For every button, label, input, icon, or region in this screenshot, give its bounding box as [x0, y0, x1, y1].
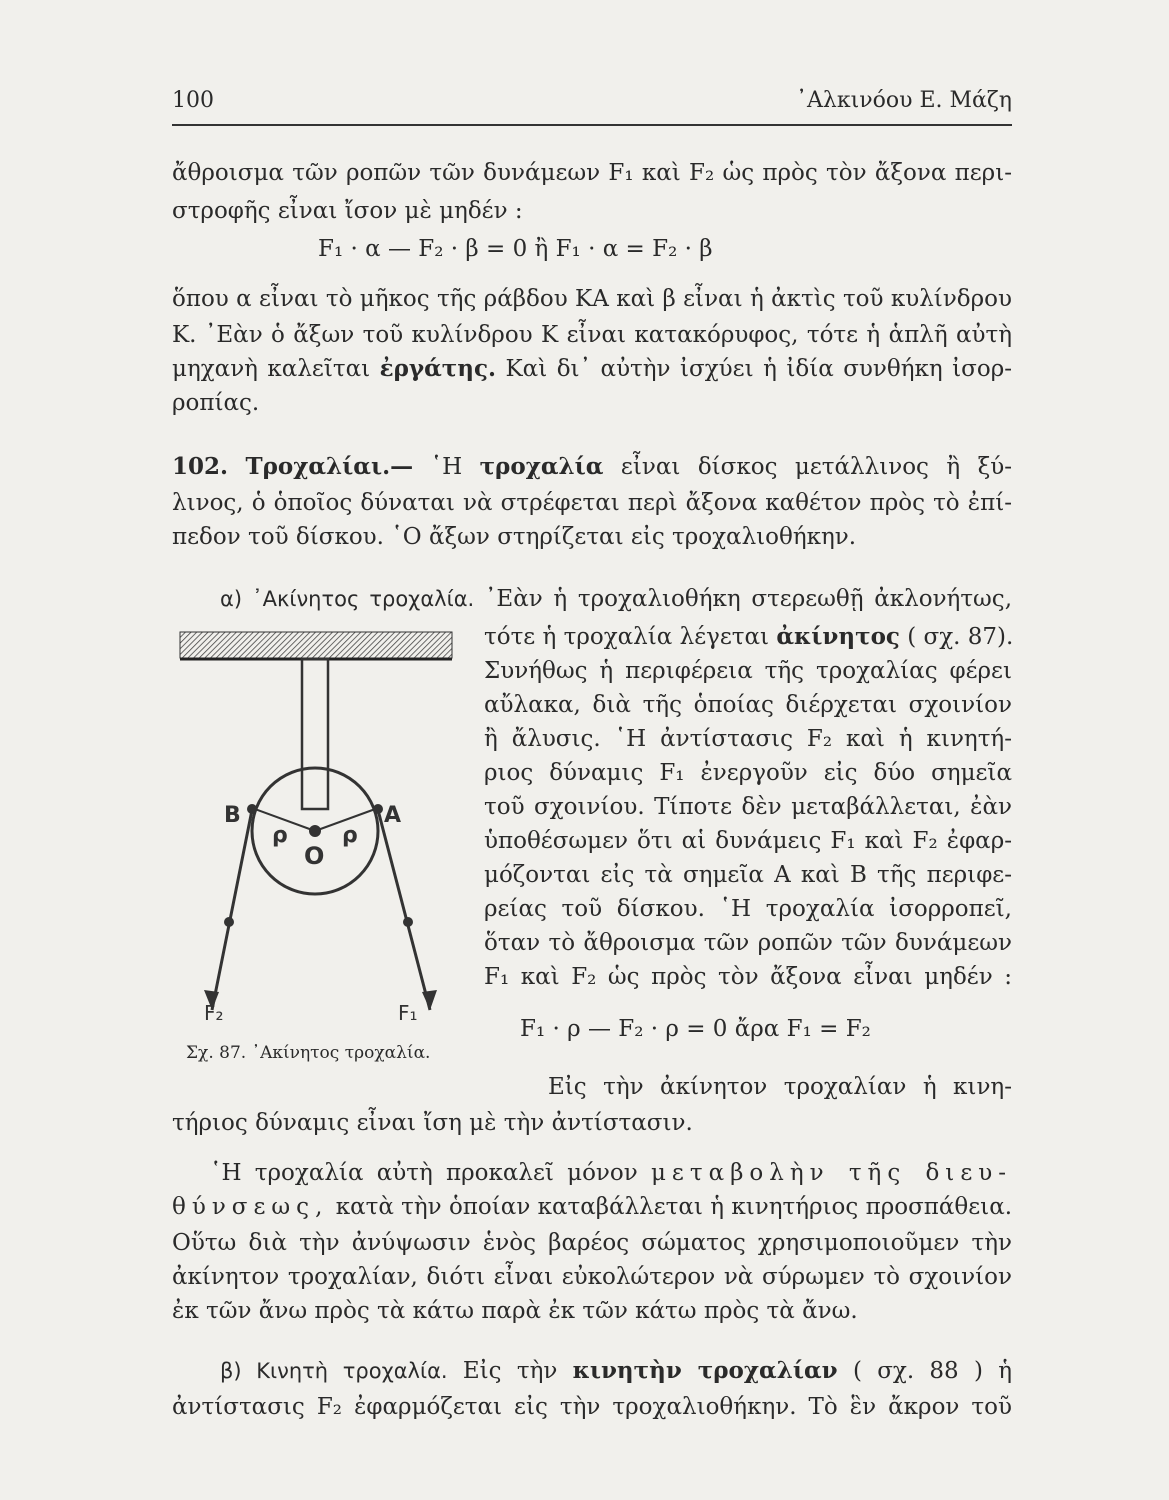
page-number: 100: [172, 88, 214, 113]
label-rho-right: ρ: [342, 823, 358, 848]
point-a: [373, 804, 383, 814]
text-line: Συνήθως ἡ περιφέρεια τῆς τροχαλίας φέρει: [484, 658, 1012, 684]
text-line: [172, 1192, 1012, 1222]
equation-pulley: F₁ · ρ — F₂ · ρ = 0 ἄρα F₁ = F₂: [520, 1016, 871, 1042]
text-run: κατὰ τὴν ὁποίαν καταβάλλεται ἡ κινητήριος προσπάθεια.: [335, 1194, 1013, 1220]
text-run: μηχανὴ καλεῖται: [172, 356, 371, 382]
subsection-b-label: β) Κινητὴ τροχαλία.: [220, 1359, 448, 1383]
page-header: [172, 88, 1012, 118]
text-run: ( σχ. 87).: [907, 624, 1014, 650]
section-number: 102.: [172, 453, 229, 480]
subsection-a-first-line: [220, 584, 1012, 614]
rope-left: [212, 810, 252, 1010]
text-line: τοῦ σχοινίου. Τίποτε δὲν μεταβάλλεται, ἐὰν: [484, 794, 1012, 820]
text-line: ἀκίνητον τροχαλίαν, διότι εἶναι εὐκολώτερον νὰ σύρωμεν τὸ σχοινίον: [172, 1264, 1012, 1290]
arrow-f1: [422, 990, 437, 1010]
text-run: ᾿Εὰν ἡ τροχαλιοθήκη στερεωθῇ ἀκλονήτως,: [484, 586, 1013, 612]
text-line: Οὕτω διὰ τὴν ἀνύψωσιν ἑνὸς βαρέος σώματος χρησιμοποιοῦμεν τὴν: [172, 1230, 1012, 1256]
figure-caption: Σχ. 87. ᾿Ακίνητος τροχαλία.: [186, 1043, 431, 1063]
rope-right: [378, 810, 430, 1010]
figure-fixed-pulley: [172, 628, 472, 1036]
text-line: [484, 622, 1012, 652]
pulley-block-rod: [302, 659, 328, 809]
text-line: [210, 1158, 1012, 1188]
text-run: Εἰς τὴν: [462, 1358, 558, 1384]
text-run: ῾Η τροχαλία αὐτὴ προκαλεῖ μόνον: [210, 1160, 638, 1186]
text-line: αὔλακα, διὰ τῆς ὁποίας διέρχεται σχοινίον: [484, 692, 1012, 718]
label-f2: F₂: [204, 1001, 224, 1025]
text-line: ἐκ τῶν ἄνω πρὸς τὰ κάτω παρὰ ἐκ τῶν κάτω πρὸς τὰ ἄνω.: [172, 1298, 858, 1324]
spaced-emphasis: μεταβολὴν τῆς διευ-: [650, 1160, 1012, 1186]
text-line: λινος, ὁ ὁποῖος δύναται νὰ στρέφεται περὶ ἄξονα καθέτον πρὸς τὸ ἐπί-: [172, 490, 1012, 516]
term-kiniti: κινητὴν τροχαλίαν: [572, 1357, 838, 1384]
term-trochalia: τροχαλία: [479, 453, 604, 480]
label-o: O: [304, 842, 325, 870]
label-a: A: [384, 803, 402, 828]
text-line: F₁ καὶ F₂ ὡς πρὸς τὸν ἄξονα εἶναι μηδέν :: [484, 964, 1012, 990]
text-line: ἢ ἄλυσις. ῾Η ἀντίστασις F₂ καὶ ἡ κινητή-: [484, 726, 1012, 752]
text-line: ἀντίστασις F₂ ἐφαρμόζεται εἰς τὴν τροχαλιοθήκην. Τὸ ἓν ἄκρον τοῦ: [172, 1394, 1012, 1420]
spaced-emphasis: θύνσεως,: [172, 1194, 329, 1220]
text-run: τότε ἡ τροχαλία λέγεται: [484, 624, 770, 650]
header-rule: [172, 124, 1012, 126]
label-f1: F₁: [398, 1001, 418, 1025]
subsection-b-first-line: [220, 1356, 1012, 1386]
section-title: Τροχαλίαι.—: [245, 453, 414, 480]
text-line: πεδον τοῦ δίσκου. ῾Ο ἄξων στηρίζεται εἰς τροχαλιοθήκην.: [172, 524, 857, 550]
text-line: ὅταν τὸ ἄθροισμα τῶν ροπῶν τῶν δυνάμεων: [484, 930, 1012, 956]
text-line: [172, 354, 1012, 384]
axle-point: [309, 825, 321, 837]
text-line: ρείας τοῦ δίσκου. ῾Η τροχαλία ἰσορροπεῖ,: [484, 896, 1012, 922]
text-line: ὅπου α εἶναι τὸ μῆκος τῆς ράβδου ΚΑ καὶ β εἶναι ἡ ἀκτὶς τοῦ κυλίνδρου: [172, 286, 1012, 312]
text-run: εἶναι δίσκος μετάλλινος ἢ ξύ-: [620, 454, 1012, 480]
text-line: Κ. ᾿Εὰν ὁ ἄξων τοῦ κυλίνδρου Κ εἶναι κατακόρυφος, τότε ἡ ἁπλῆ αὐτὴ: [172, 322, 1012, 348]
text-line: ἄθροισμα τῶν ροπῶν τῶν δυνάμεων F₁ καὶ F₂ ὡς πρὸς τὸν ἄξονα περι-: [172, 160, 1012, 186]
text-line: ὑποθέσωμεν ὅτι αἱ δυνάμεις F₁ καὶ F₂ ἐφαρ-: [484, 828, 1012, 854]
ceiling-support: [180, 632, 452, 658]
label-rho-left: ρ: [272, 823, 288, 848]
equation-moments: F₁ · α — F₂ · β = 0 ἢ F₁ · α = F₂ · β: [318, 236, 713, 262]
force-f1-point: [403, 917, 413, 927]
text-line: ριος δύναμις F₁ ἐνεργοῦν εἰς δύο σημεῖα: [484, 760, 1012, 786]
text-line: μόζονται εἰς τὰ σημεῖα Α καὶ Β τῆς περιφε-: [484, 862, 1012, 888]
section-heading-line: [172, 452, 1012, 482]
text-line: στροφῆς εἶναι ἴσον μὲ μηδέν :: [172, 198, 523, 224]
point-b: [247, 804, 257, 814]
text-run: ( σχ. 88 ) ἡ: [852, 1358, 1012, 1384]
force-f2-point: [224, 917, 234, 927]
term-akinitos: ἀκίνητος: [776, 623, 900, 650]
label-b: B: [224, 803, 241, 828]
subsection-a-label: α) ᾿Ακίνητος τροχαλία.: [220, 587, 475, 611]
text-run: Καὶ δι᾿ αὐτὴν ἰσχύει ἡ ἰδία συνθήκη ἰσορ-: [505, 356, 1012, 382]
term-ergatis: ἐργάτης.: [379, 355, 496, 382]
text-line: Εἰς τὴν ἀκίνητον τροχαλίαν ἡ κινη-: [548, 1074, 1012, 1100]
text-run: ῾Η: [430, 454, 463, 480]
text-line: ροπίας.: [172, 390, 260, 416]
text-line: τήριος δύναμις εἶναι ἴση μὲ τὴν ἀντίστασιν.: [172, 1110, 693, 1136]
running-head: ᾿Αλκινόου Ε. Μάζη: [796, 88, 1012, 113]
